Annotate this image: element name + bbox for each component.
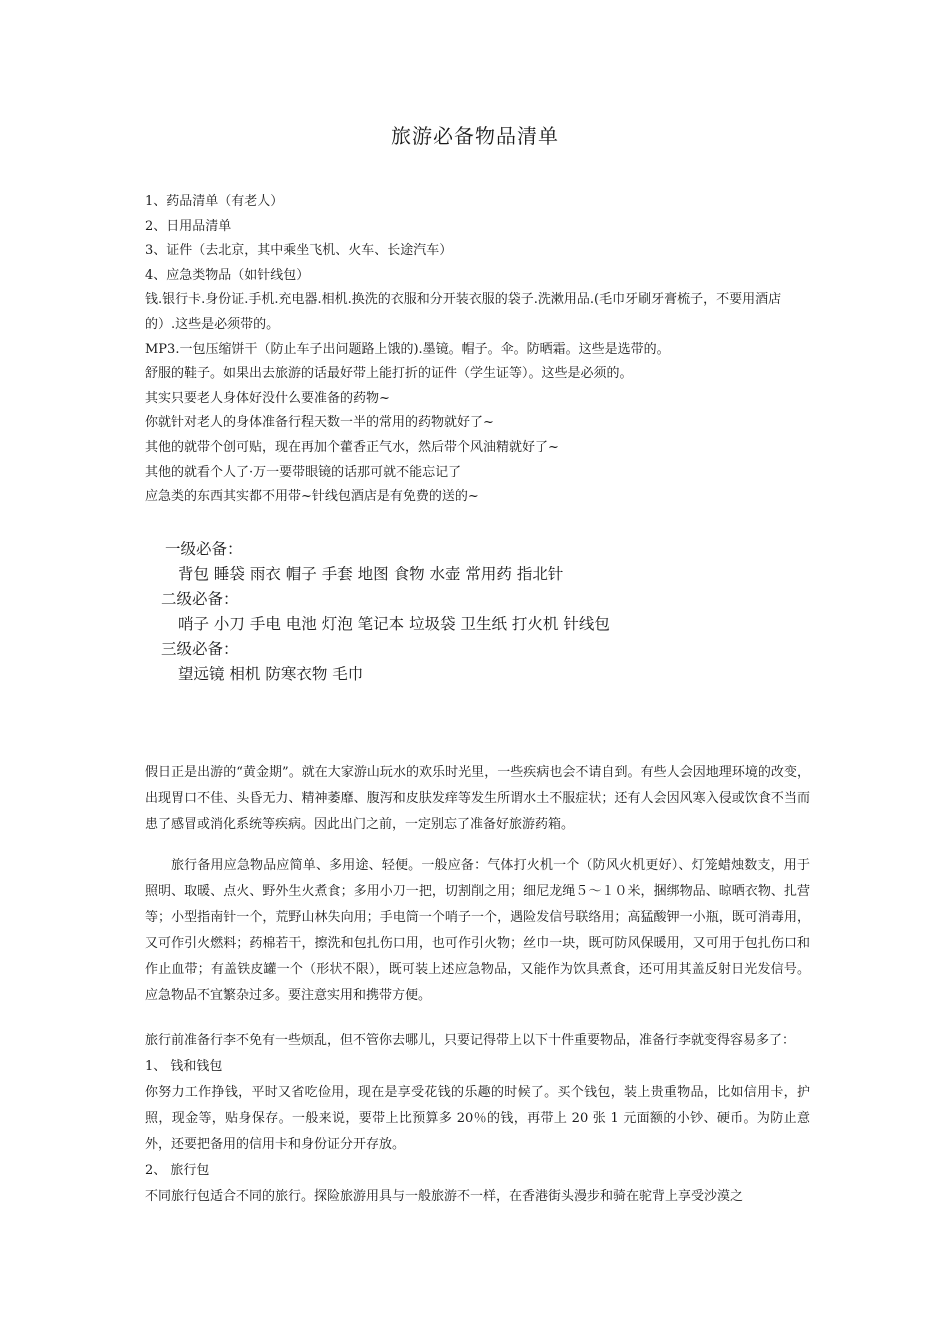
level-items: 望远镜 相机 防寒衣物 毛巾 xyxy=(178,665,364,683)
level-heading: 二级必备： xyxy=(161,590,239,608)
item-heading: 2、 旅行包 xyxy=(145,1163,210,1178)
list-item: 钱.银行卡.身份证.手机.充电器.相机.换洗的衣服和分开装衣服的袋子.洗漱用品.(毛巾牙刷牙膏梳子，不要用酒店的）.这些是必须带的。 xyxy=(145,292,782,332)
list-item: 3、证件（去北京，其中乘坐飞机、火车、长途汽车） xyxy=(145,243,453,259)
item-body: 你努力工作挣钱，平时又省吃俭用，现在是享受花钱的乐趣的时候了。买个钱包，装上贵重物品，比如信用卡，护照，现金等，贴身保存。一般来说，要带上比预算多 20％的钱，再带上 20 张 1 元面额的小钞、硬币。为防止意外，还要把备用的信用卡和身份证分开存放。 xyxy=(145,1085,810,1152)
list-item: 2、日用品清单 xyxy=(145,218,232,234)
list-item: 你就针对老人的身体准备行程天数一半的常用的药物就好了~ xyxy=(145,415,494,431)
item-body: 不同旅行包适合不同的旅行。探险旅游用具与一般旅游不一样，在香港街头漫步和骑在驼背上享受沙漠之 xyxy=(145,1189,744,1204)
holiday-paragraph: 假日正是出游的“黄金期”。就在大家游山玩水的欢乐时光里，一些疾病也会不请自到。有些人会因地理环境的改变，出现胃口不佳、头昏无力、精神萎靡、腹泻和皮肤发痒等发生所谓水土不服症状；还有人会因风寒入侵或饮食不当而患了感冒或消化系统等疾病。因此出门之前，一定别忘了准备好旅游药箱。 xyxy=(145,765,810,832)
list-item: 其实只要老人身体好没什么要准备的药物~ xyxy=(145,390,390,406)
holiday-section xyxy=(145,760,810,838)
prep-section xyxy=(145,1028,810,1210)
list-item: 其他的就带个创可贴，现在再加个藿香正气水，然后带个风油精就好了~ xyxy=(145,439,559,455)
level-heading: 三级必备： xyxy=(161,640,239,658)
checklist-section xyxy=(145,190,810,510)
level-items: 哨子 小刀 手电 电池 灯泡 笔记本 垃圾袋 卫生纸 打火机 针线包 xyxy=(178,615,610,633)
essentials-levels xyxy=(0,537,610,687)
list-item: 应急类的东西其实都不用带~针线包酒店是有免费的送的~ xyxy=(145,489,479,505)
emergency-section xyxy=(145,853,810,1009)
emergency-paragraph: 旅行备用应急物品应简单、多用途、轻便。一般应备：气体打火机一个（防风火机更好）、灯笼蜡烛数支，用于照明、取暖、点火、野外生火煮食；多用小刀一把，切割削之用；细尼龙绳５～１０米，捆绑物品、晾晒衣物、扎营等；小型指南针一个，荒野山林失向用；手电筒一个哨子一个，遇险发信号联络用；高猛酸钾一小瓶，既可消毒用，又可作引火燃料；药棉若干，擦洗和包扎伤口用，也可作引火物；丝巾一块，既可防风保暖用，又可用于包扎伤口和作止血带；有盖铁皮罐一个（形状不限），既可装上述应急物品，又能作为饮具煮食，还可用其盖反射日光发信号。应急物品不宜繁杂过多。要注意实用和携带方便。 xyxy=(145,858,810,1003)
list-item: 4、应急类物品（如针线包） xyxy=(145,267,310,283)
list-item: 1、药品清单（有老人） xyxy=(145,194,284,209)
list-item: 舒服的鞋子。如果出去旅游的话最好带上能打折的证件（学生证等）。这些是必须的。 xyxy=(145,366,633,382)
level-heading: 一级必备： xyxy=(165,540,243,558)
list-item: MP3.一包压缩饼干（防止车子出问题路上饿的).墨镜。帽子。伞。防晒霜。这些是选带的。 xyxy=(145,341,670,357)
item-heading: 1、 钱和钱包 xyxy=(145,1059,223,1074)
prep-intro: 旅行前准备行李不免有一些烦乱，但不管你去哪儿，只要记得带上以下十件重要物品，准备行李就变得容易多了： xyxy=(145,1033,796,1048)
list-item: 其他的就看个人了·万一要带眼镜的话那可就不能忘记了 xyxy=(145,464,462,480)
document-title: 旅游必备物品清单 xyxy=(391,124,559,148)
level-items: 背包 睡袋 雨衣 帽子 手套 地图 食物 水壶 常用药 指北针 xyxy=(178,565,564,583)
